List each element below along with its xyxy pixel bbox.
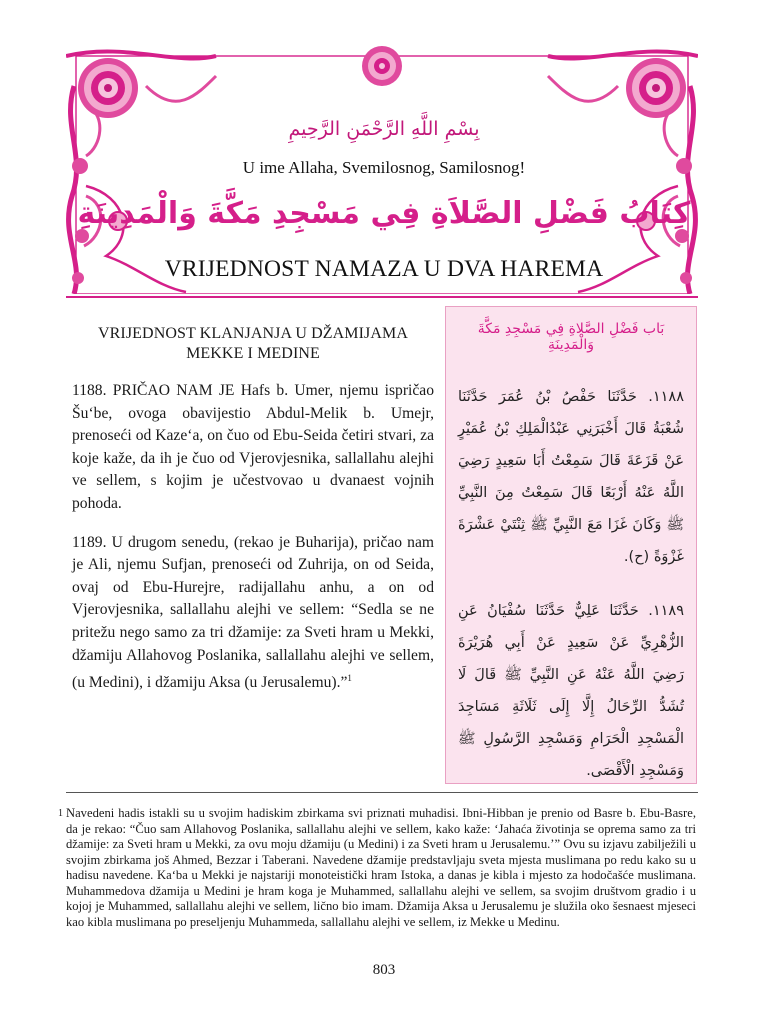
arabic-section-heading: بَاب فَضْلِ الصَّلاةِ فِي مَسْجِدِ مَكَّةَ وَالْمَدِينَةِ xyxy=(477,321,665,353)
arabic-hadith-1188: ١١٨٨. حَدَّثَنَا حَفْصُ بْنُ عُمَرَ حَدَّثَنَا شُعْبَةُ قَالَ أَخْبَرَنِي عَبْدُالْمَلِكِ بْنُ عُمَيْرٍ عَنْ قَزَعَةَ قَالَ سَمِعْتُ أَبَا سَعِيدٍ رَضِيَ اللَّهُ عَنْهُ أَرْبَعًا قَالَ سَمِعْتُ مِنَ النَّبِيِّ ﷺ وَكَانَ غَزَا مَعَ النَّبِيِّ ﷺ ثِنْتَيْ عَشْرَةَ غَزْوَةً (ح). xyxy=(458,389,684,565)
hadith-1189-text: 1189. U drugom senedu, (rekao je Buharija), pričao nam je Ali, njemu Sufjan, prenoseći od Zuhrija, on od Seida, ovaj od Ebu-Hurejre, radijallahu anhu, a on od Vjerovjesnika, sallallahu alejhi ve sellem: “Sedla se ne pritežu nego samo za tri džamije: za Sveti hram u Mekki, džamiju Allahovog Poslanika, sallallahu alejhi ve sellem, (u Medini), i džamiju Aksa (u Jerusalemu).” xyxy=(72,533,434,692)
arabic-column xyxy=(445,306,697,784)
footnote-reference[interactable]: 1 xyxy=(347,673,352,684)
hadith-1189 xyxy=(72,532,434,695)
basmala-calligraphy: بِسْمِ اللَّهِ الرَّحْمَنِ الرَّحِيمِ xyxy=(288,118,480,140)
section-heading: VRIJEDNOST KLANJANJA U DŽAMIJAMA MEKKE I MEDINE xyxy=(97,325,409,362)
footnote-text: Navedeni hadis istakli su u svojim hadiskim zbirkama svi priznati muhadisi. Ibni-Hibban je prenio od Basre b. Ebu-Basre, da je rekao: “Čuo sam Allahovog Poslanika, sallallahu alejhi ve sellem, kako kaže: ‘Jahaća životinja se oprema samo za tri džamije: za Sveti hram u Mekki, za ovu moju džamiju (u Medini) i za Sveti hram u Jerusalemu.’” Ovu su izjavu zabilježili u svojim zbirkama još Ahmed, Bezzar i Taberani. Navedene džamije predstavljaju sveta mjesta muslimana po redu kako su u hadisu navedene. Ka‘ba u Mekki je najstariji monoteistički hram Istoka, a danas je kibla i mjesto za hodočašće muslimana. Muhammedova džamija u Medini je hram koga je Muhammed, sallallahu alejhi ve sellem, sa svojim društvom gradio i u kojoj je Muhammed, sallallahu alejhi ve sellem, lično bio imam. Džamija Aksa u Jerusalemu je služila oko šesnaest mjeseci kao kibla muslimana po preseljenju Muhammeda, sallallahu alejhi ve sellem, iz Mekke u Medinu. xyxy=(66,806,696,929)
title-divider xyxy=(66,296,698,298)
page-number: 803 xyxy=(372,962,396,978)
footnote-separator xyxy=(66,792,698,793)
arabic-chapter-title: كِتَابُ فَضْلِ الصَّلاَةِ فِي مَسْجِدِ مَكَّةَ وَالْمَدِينَةِ xyxy=(77,196,691,231)
hadith-1188: 1188. PRIČAO NAM JE Hafs b. Umer, njemu ispričao Šu‘be, ovoga obavijestio Abdul-Melik b. Umejr, prenoseći od Kaze‘a, on čuo od Ebu-Seida četiri stvari, za koje kaže, da ih je čuo od Vjerovjesnika, sallallahu alejhi ve sellem, s kojim je učestvovao u dvanaest vojnih pohoda. xyxy=(72,382,434,512)
footnote xyxy=(58,806,696,930)
subtitle: U ime Allaha, Svemilosnog, Samilosnog! xyxy=(242,158,526,177)
translation-column xyxy=(72,318,434,711)
page-title: VRIJEDNOST NAMAZA U DVA HAREMA xyxy=(164,256,604,282)
footnote-marker: 1 xyxy=(58,808,63,819)
arabic-hadith-1189: ١١٨٩. حَدَّثَنَا عَلِيٌّ حَدَّثَنَا سُفْيَانُ عَنِ الزُّهْرِيِّ عَنْ سَعِيدٍ عَنْ أَبِي هُرَيْرَةَ رَضِيَ اللَّهُ عَنْهُ عَنِ النَّبِيِّ ﷺ قَالَ لَا تُشَدُّ الرِّحَالُ إِلَّا إِلَى ثَلَاثَةِ مَسَاجِدَ الْمَسْجِدِ الْحَرَامِ وَمَسْجِدِ الرَّسُولِ ﷺ وَمَسْجِدِ الْأَقْصَى. xyxy=(458,603,684,779)
